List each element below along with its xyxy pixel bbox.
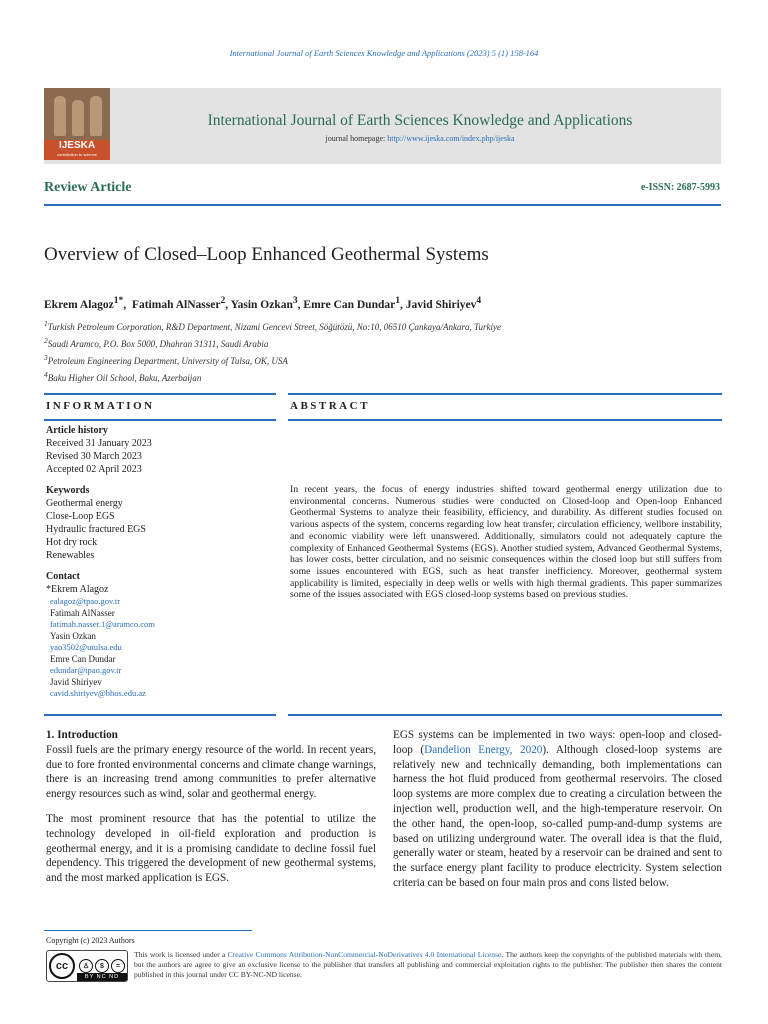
author-sup: 2 (220, 295, 226, 306)
history-item: Accepted 02 April 2023 (46, 464, 142, 475)
noncommercial-icon: $ (95, 959, 109, 973)
contact-email[interactable]: fatimah.nasser.1@aramco.com (50, 619, 155, 629)
abstract-top-rule (288, 393, 722, 395)
keyword: Renewables (46, 550, 95, 561)
author-sup: 1 (395, 295, 401, 306)
cc-strip: BY NC ND (77, 973, 127, 981)
contact-name: Fatimah AlNasser (50, 607, 115, 618)
section-heading: 1. Introduction (46, 729, 118, 741)
logo-subtext: contribution to science (57, 152, 97, 157)
journal-logo (44, 88, 110, 160)
noderivatives-icon: = (111, 959, 125, 973)
author-name: Fatimah AlNasser (131, 298, 221, 311)
affiliation: $^4$Baku Higher Oil School, Baku, Azerbaijan (44, 370, 202, 383)
cc-license-badge[interactable] (46, 950, 128, 982)
author-sup: 4 (476, 295, 482, 306)
keyword: Hot dry rock (46, 537, 98, 548)
info-heading: INFORMATION (46, 400, 155, 412)
license-text: This work is licensed under a Creative Commons Attribution-NonCommercial-NoDerivatives 4.0 International License. The authors keep the copyrights of the published materials with them, but the authors are agree to give an exclusive license to the publisher that transfers all publishing and commercial exploitation rights to the publisher. The publisher then shares the content published in this journal under CC BY-NC-ND license. (134, 950, 722, 980)
journal-citation: International Journal of Earth Sciences Knowledge and Applications (2023) 5 (1) 158-164 (229, 48, 539, 58)
author-name: Emre Can Dundar (303, 298, 396, 311)
info-bottom-rule (44, 419, 276, 421)
contact-heading: Contact (46, 571, 80, 582)
author-list: Ekrem Alagoz$^{1*}$, Fatimah AlNasser$^2$, Yasin Ozkan$^3$, Emre Can Dundar$^1$, Javid Shiriyev$^4$ (44, 295, 482, 311)
info-end-rule (44, 714, 276, 716)
author-name: Yasin Ozkan (230, 298, 293, 311)
logo-text: IJESKA (58, 140, 96, 151)
affiliations (44, 317, 501, 385)
paragraph: EGS systems can be implemented in two ways: open-loop and closed-loop (Dandelion Energy, 2020). Although closed-loop systems are relatively new and technically demanding, both implementations can harness the hot fluid produced from geothermal reservoirs. The closed loop systems are more complex due to creating a circulation between the injection well, production well, and the high-temperature reservoir. On the other hand, the open-loop, so-called pump-and-dump systems are based on utilizing underground water. The overall idea is that the fluid, generally water or steam, heated by a reservoir can be drained and sent to the surface energy plant facility to produce electricity. System selection criteria can be based on four main pros and cons listed below. (393, 729, 722, 889)
keyword: Close-Loop EGS (46, 511, 115, 522)
article-title: Overview of Closed–Loop Enhanced Geothermal Systems (44, 244, 489, 265)
history-item: Received 31 January 2023 (46, 438, 152, 449)
keywords-heading: Keywords (46, 485, 90, 496)
body-right-column (393, 728, 722, 901)
paragraph: Fossil fuels are the primary energy resource of the world. In recent years, due to fore fronted environmental concerns and climate change warnings, there is an increasing trend among communities to prefer alternative energy resources such as wind, solar and geothermal energy. (46, 743, 376, 801)
article-type: Review Article (44, 180, 132, 195)
journal-homepage (120, 134, 720, 143)
eissn: e-ISSN: 2687-5993 (640, 182, 720, 193)
history-heading: Article history (46, 425, 108, 436)
contact-name: Emre Can Dundar (50, 653, 116, 664)
contact-name: Javid Shiriyev (50, 676, 102, 687)
cc-icon: cc (49, 953, 75, 979)
contact-name: *Ekrem Alagoz (46, 584, 109, 595)
abstract-text: In recent years, the focus of energy industries shifted toward geothermal energy utilization due to environmental concerns. Numerous studies were conducted on Closed-loop and Open-loop Enhanced Geothermal Systems to analyze their feasibility, efficiency, and durability. As different studies focused on various aspects of the system, concerns regarding low heat transfer, circulation efficiency, wellbore instability, and economic viability were left unanswered. Additionally, simulators could not adequately capture the complexity of Enhanced Geothermal Systems (EGS). Another studied system, Advanced Geothermal Systems, has lower costs, better circulation, and no seismic consequences within the closed loop but still suffers from some issues encountered with EGS, such as heat transfer inefficiency. Moreover, geothermal system applicability is limited, especially in deep wells or wells with high thermal gradients. This paper summarizes some of the issues associated with EGS closed-loop systems based on previous studies. (290, 484, 722, 601)
abstract-end-rule (288, 714, 722, 716)
history-item: Revised 30 March 2023 (46, 451, 142, 462)
affiliation: $^1$Turkish Petroleum Corporation, R&D Department, Nizami Gencevi Street, Söğütözü, No:10, 06510 Çankaya/Ankara, Turkiye (44, 319, 502, 332)
contact-email[interactable]: ealagoz@tpao.gov.tr (50, 596, 121, 606)
homepage-link[interactable]: http://www.ijeska.com/index.php/ijeska (387, 134, 515, 143)
author-name: Ekrem Alagoz (44, 298, 114, 311)
journal-title: International Journal of Earth Sciences Knowledge and Applications (207, 112, 633, 129)
license-link[interactable]: Creative Commons Attribution-NonCommercial-NoDerivatives 4.0 International License (227, 950, 502, 959)
keyword: Geothermal energy (46, 498, 123, 509)
contact-email[interactable]: edundar@tpao.gov.tr (50, 665, 122, 675)
footer-rule (44, 930, 252, 931)
affiliation: $^2$Saudi Aramco, P.O. Box 5000, Dhahran 31311, Saudi Arabia (44, 336, 269, 349)
contact-name: Yasin Ozkan (50, 630, 96, 641)
author-name: Javid Shiriyev (405, 298, 477, 311)
author-sup: 1* (113, 295, 124, 306)
contact-email[interactable]: cavid.shiriyev@bhos.edu.az (50, 688, 146, 698)
contact-email[interactable]: yao3502@utulsa.edu (50, 642, 122, 652)
author-sup: 3 (292, 295, 298, 306)
article-info (46, 424, 276, 700)
body-left-column (46, 728, 376, 896)
affiliation: $^3$Petroleum Engineering Department, University of Tulsa, OK, USA (44, 353, 288, 366)
header-divider (44, 204, 721, 206)
info-top-rule (44, 393, 276, 395)
citation-link[interactable]: Dandelion Energy, 2020 (424, 743, 543, 756)
homepage-label: journal homepage: (325, 134, 386, 143)
paragraph: The most prominent resource that has the potential to utilize the technology developed in oil-field exploration and production is geothermal energy, and it is a promising candidate to decline fossil fuel dependency. This triggered the development of new geothermal systems, and the most marked application is EGS. (46, 812, 376, 885)
abstract-bottom-rule (288, 419, 722, 421)
abstract-heading: ABSTRACT (290, 400, 370, 412)
copyright: Copyright (c) 2023 Authors (46, 936, 135, 945)
keyword: Hydraulic fractured EGS (46, 524, 146, 535)
attribution-icon: ♙ (79, 959, 93, 973)
